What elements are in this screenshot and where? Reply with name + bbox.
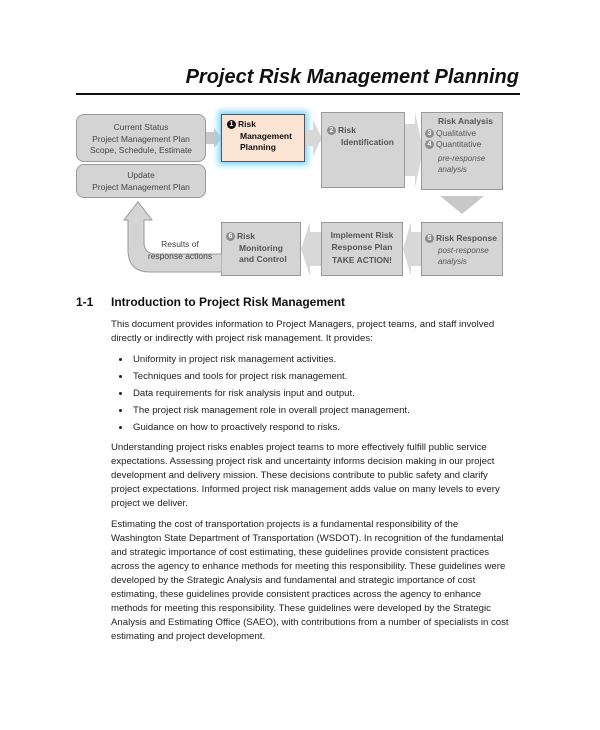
arrow-right-icon <box>306 112 322 164</box>
bullet-list <box>111 351 531 436</box>
step-risk-identification: 2 Risk Identification <box>321 112 405 188</box>
results-label: Results of response actions <box>147 239 213 261</box>
list-item: • The project risk management role in overall project management. <box>131 402 531 419</box>
list-item: • Guidance on how to proactively respond to risks. <box>131 419 531 436</box>
step-number-icon: 6 <box>226 232 235 241</box>
section-title: Introduction to Project Risk Management <box>111 295 346 309</box>
step-risk-monitoring-control: 6 Risk Monitoring and Control <box>221 222 301 276</box>
step-risk-management-planning: 1 Risk Management Planning <box>221 114 305 162</box>
paragraph-project-risks: Understanding project risks enables project teams to more effectively fulfill public service expectations. Assessing project risk and uncertainty informs decision making in our project development and delivery mission. These decisions contribute to public safety and clarify project expectations. Informed project risk management adds value on many levels to every project we deliver. <box>111 442 500 509</box>
page-title: Project Risk Management Planning <box>185 66 519 88</box>
implement-response-plan: Implement Risk Response Plan TAKE ACTION! <box>321 222 403 276</box>
step-number-icon: 5 <box>425 234 434 243</box>
step-risk-response: 5 Risk Response post-response analysis <box>421 222 503 276</box>
list-item: • Data requirements for risk analysis input and output. <box>131 385 531 402</box>
arrow-left-icon <box>301 222 321 276</box>
list-item: • Uniformity in project risk management activities. <box>131 351 531 368</box>
paragraph-cost-estimating: Estimating the cost of transportation projects is a fundamental responsibility of the Washington State Department of Transportation (WSDOT). In recognition of the fundamental and strategic importance of cost estimating, these guidelines provide consistent practices across the agency to enhance methods for meeting this responsibility. These guidelines were developed by the Strategic Analysis and fundamental and strategic importance of cost estimating, these guidelines provide consistent practices across the agency to enhance methods for meeting this responsibility. These guidelines were developed by the Strategic Analysis and Estimating Office (SAEO), with contributions from a number of specialists in cost estimating and project development. <box>111 519 509 642</box>
step-risk-analysis: Risk Analysis 3 Qualitative 4 Quantitative pre-response analysis <box>421 112 503 190</box>
title-rule <box>76 93 520 95</box>
step-number-icon: 3 <box>425 129 434 138</box>
current-status-box: Current Status Project Management Plan Scope, Schedule, Estimate <box>76 114 206 162</box>
step-number-icon: 1 <box>227 120 236 129</box>
arrow-left-icon <box>403 222 421 276</box>
arrow-down-icon <box>440 196 484 214</box>
arrow-right-icon <box>206 128 222 148</box>
section-number: 1-1 <box>76 295 94 309</box>
list-item: • Techniques and tools for project risk management. <box>131 368 531 385</box>
update-plan-box: Update Project Management Plan <box>76 164 206 198</box>
intro-paragraph: This document provides information to Project Managers, project teams, and staff involved directly or indirectly with project risk management. It provides: <box>111 319 495 344</box>
step-number-icon: 4 <box>425 140 434 149</box>
step-number-icon: 2 <box>327 126 336 135</box>
